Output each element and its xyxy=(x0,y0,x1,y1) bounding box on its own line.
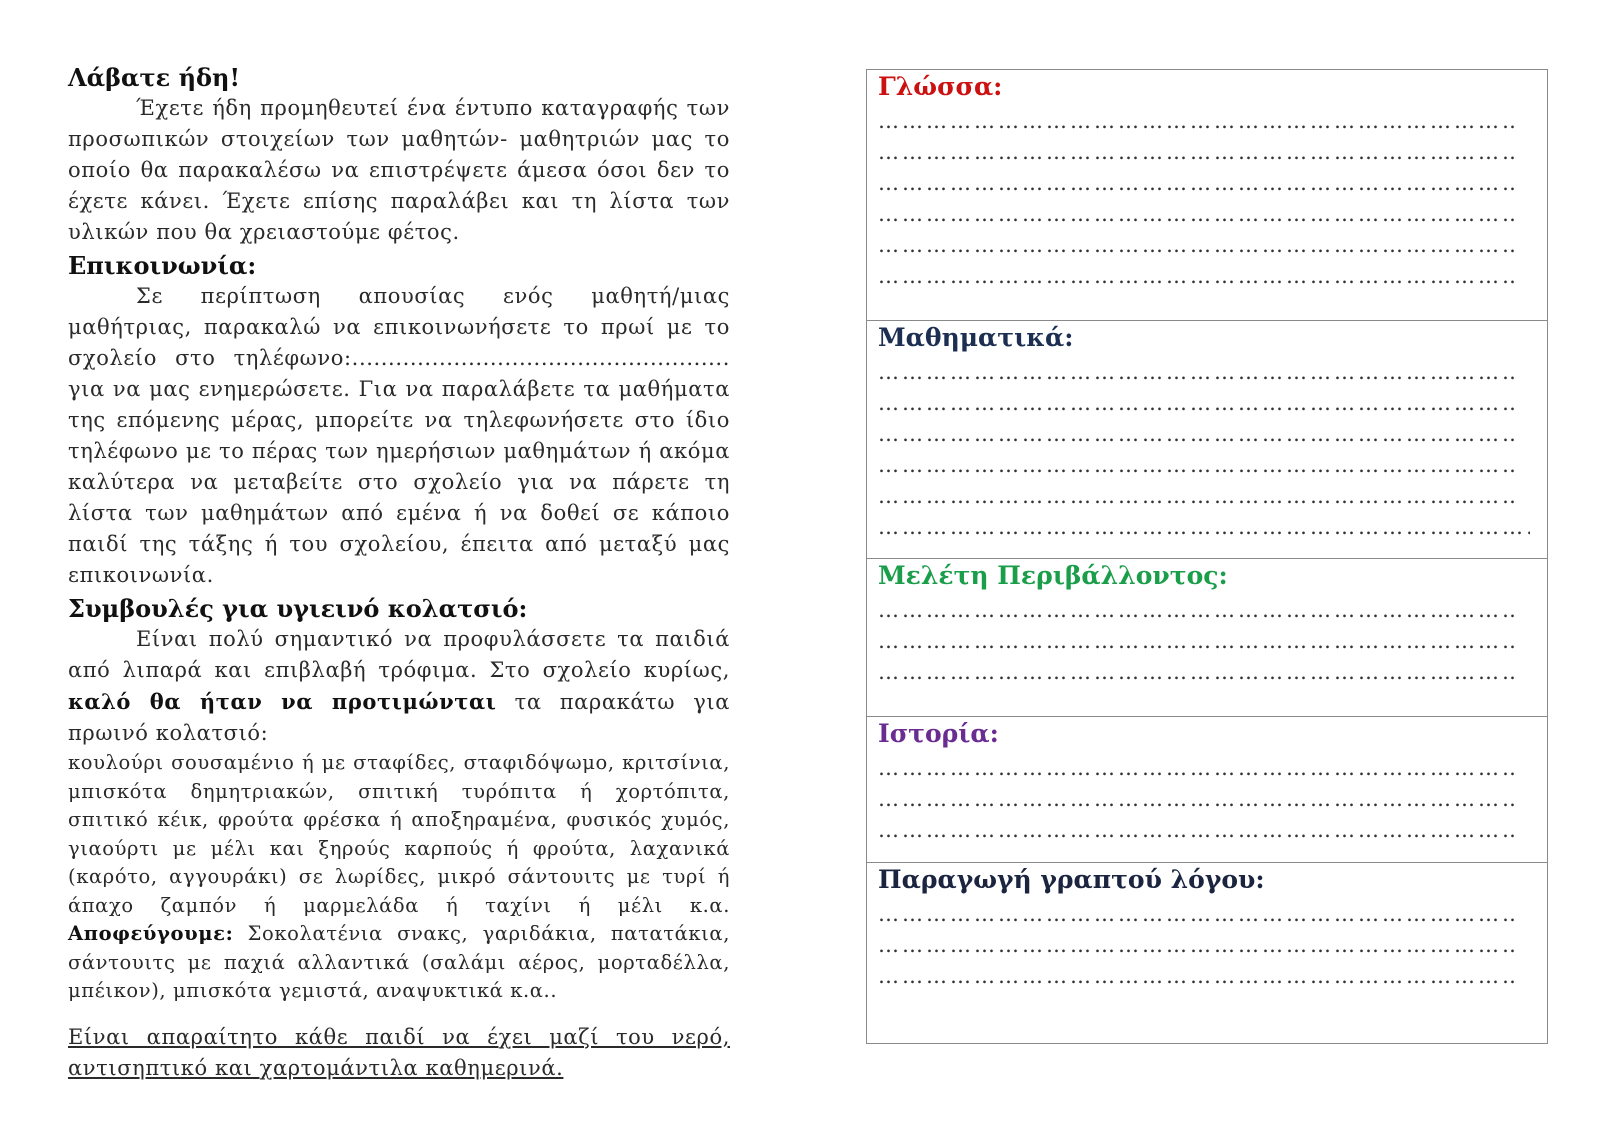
subject-math xyxy=(867,321,1547,559)
dotted-line[interactable] xyxy=(878,230,1518,261)
dotted-line[interactable] xyxy=(878,657,1518,688)
subjects-panel xyxy=(866,69,1548,1044)
dotted-line[interactable] xyxy=(878,930,1518,961)
section-title-received: Λάβατε ήδη! xyxy=(68,63,241,92)
subject-title-math: Μαθηματικά: xyxy=(878,323,1074,352)
dotted-line[interactable] xyxy=(878,481,1518,512)
dotted-lines-writing xyxy=(878,899,1547,992)
subject-language xyxy=(867,70,1547,321)
dotted-line[interactable] xyxy=(878,815,1518,846)
dotted-line[interactable] xyxy=(878,357,1518,388)
dotted-line[interactable] xyxy=(878,512,1530,543)
section-communication xyxy=(68,250,730,591)
section-received xyxy=(68,62,730,248)
dotted-line[interactable] xyxy=(878,106,1518,137)
dotted-line[interactable] xyxy=(878,784,1518,815)
section-snack-tips xyxy=(68,593,730,1084)
dotted-lines-environment xyxy=(878,595,1547,688)
subject-writing xyxy=(867,863,1547,1043)
bold-avoid: Αποφεύγουμε: xyxy=(68,922,234,945)
dotted-line[interactable] xyxy=(878,261,1518,292)
section-body-received: Έχετε ήδη προμηθευτεί ένα έντυπο καταγραφής των προσωπικών στοιχείων των μαθητών- μαθητριών μας το οποίο θα παρακαλέσω να επιστρέψετε άμεσα όσοι δεν το έχετε κάνει. Έχετε επίσης παραλάβει και τη λίστα των υλικών που θα χρειαστούμε φέτος. xyxy=(68,96,730,244)
dotted-line[interactable] xyxy=(878,199,1518,230)
dotted-lines-language xyxy=(878,106,1547,292)
subject-title-environment: Μελέτη Περιβάλλοντος: xyxy=(878,561,1228,590)
section-body-communication: Σε περίπτωση απουσίας ενός μαθητή/μιας μαθήτριας, παρακαλώ να επικοινωνήσετε το πρωί με το σχολείο στο τηλέφωνο:.................................................... για να μας ενημερώσετε. Για να παραλάβετε τα μαθήματα της επόμενης μέρας, μπορείτε να τηλεφωνήσετε στο ίδιο τηλέφωνο με το πέρας των ημερήσιων μαθημάτων ή ακόμα καλύτερα να μεταβείτε στο σχολείο για να πάρετε τη λίστα των μαθημάτων από εμένα ή να δοθεί σε κάποιο παιδί της τάξης ή του σχολείου, έπειτα από μεταξύ μας επικοινωνία. xyxy=(68,284,730,587)
dotted-line[interactable] xyxy=(878,899,1518,930)
section-body-snack-list: κουλούρι σουσαμένιο ή με σταφίδες, σταφιδόψωμο, κριτσίνια, μπισκότα δημητριακών, σπιτική τυρόπιτα ή χορτόπιτα, σπιτικό κέικ, φρούτα φρέσκα ή αποξηραμένα, φυσικός χυμός, γιαούρτι με μέλι και ξηρούς καρπούς ή φρούτα, λαχανικά (καρότο, αγγουράκι) σε λωρίδες, μικρό σάντουιτς με τυρί ή άπαχο ζαμπόν ή μαρμελάδα ή ταχίνι ή μέλι κ.α. Αποφεύγουμε: Σοκολατένια σνακς, γαριδάκια, πατατάκια, σάντουιτς με παχιά αλλαντικά (σαλάμι αέρος, μορταδέλλα, μπέικον), μπισκότα γεμιστά, αναψυκτικά κ.α.. xyxy=(68,751,730,1002)
dotted-line[interactable] xyxy=(878,168,1518,199)
dotted-lines-history xyxy=(878,753,1547,846)
dotted-line[interactable] xyxy=(878,753,1518,784)
subject-environment xyxy=(867,559,1547,717)
dotted-line[interactable] xyxy=(878,419,1518,450)
dotted-line[interactable] xyxy=(878,137,1518,168)
section-body-snack-intro: Είναι πολύ σημαντικό να προφυλάσσετε τα παιδιά από λιπαρά και επιβλαβή τρόφιμα. Στο σχολείο κυρίως, καλό θα ήταν να προτιμώνται τα παρακάτω για πρωινό κολατσιό: xyxy=(68,627,730,745)
subject-title-language: Γλώσσα: xyxy=(878,72,1003,101)
left-column xyxy=(68,62,730,1086)
dotted-line[interactable] xyxy=(878,595,1518,626)
bold-prefer: καλό θα ήταν να προτιμώνται xyxy=(68,689,497,714)
underlined-note: Είναι απαραίτητο κάθε παιδί να έχει μαζί του νερό, αντισηπτικό και χαρτομάντιλα καθημερινά. xyxy=(68,1024,730,1080)
dotted-line[interactable] xyxy=(878,961,1518,992)
dotted-lines-math xyxy=(878,357,1547,543)
subject-title-history: Ιστορία: xyxy=(878,719,999,748)
dotted-line[interactable] xyxy=(878,626,1518,657)
section-title-communication: Επικοινωνία: xyxy=(68,251,257,280)
section-title-snack-tips: Συμβουλές για υγιεινό κολατσιό: xyxy=(68,594,528,623)
subject-history xyxy=(867,717,1547,863)
dotted-line[interactable] xyxy=(878,388,1518,419)
subject-title-writing: Παραγωγή γραπτού λόγου: xyxy=(878,865,1265,894)
dotted-line[interactable] xyxy=(878,450,1518,481)
